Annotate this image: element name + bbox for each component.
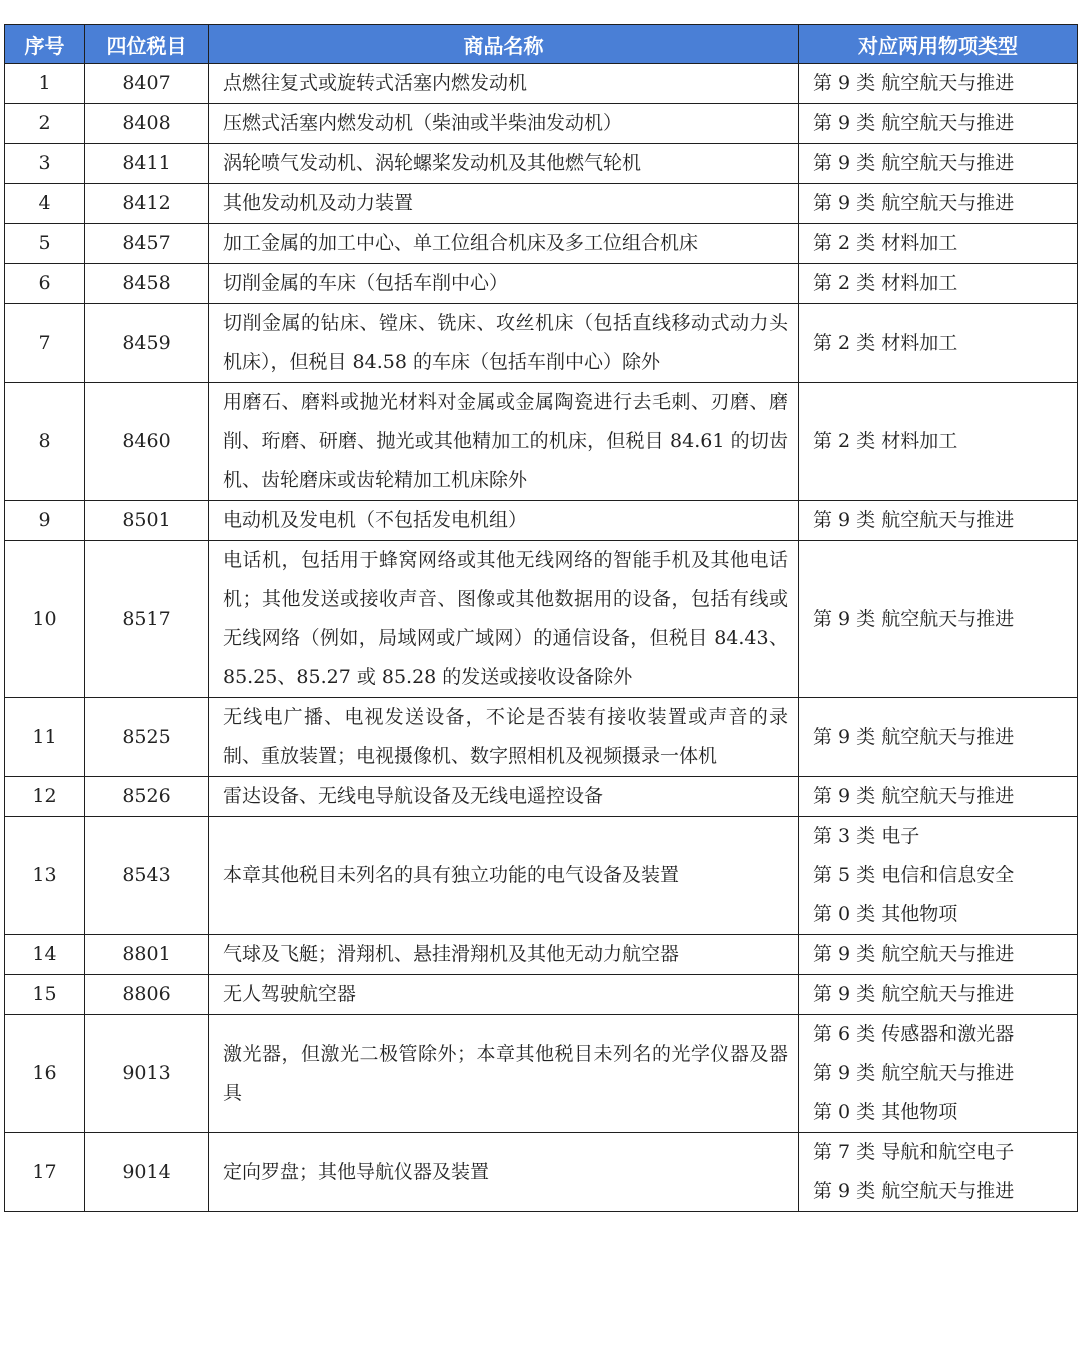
cell-code: 9014 — [85, 1133, 209, 1212]
type-entry: 第 9 类 航空航天与推进 — [813, 1180, 1015, 1202]
cell-code: 8408 — [85, 104, 209, 144]
cell-code: 8543 — [85, 817, 209, 935]
cell-type — [799, 383, 1078, 501]
type-entry: 第 9 类 航空航天与推进 — [813, 983, 1015, 1005]
cell-name: 激光器，但激光二极管除外；本章其他税目未列名的光学仪器及器具 — [209, 1015, 799, 1133]
cell-index: 12 — [5, 777, 85, 817]
cell-index: 3 — [5, 144, 85, 184]
cell-index: 16 — [5, 1015, 85, 1133]
dual-use-items-table — [4, 24, 1078, 1212]
cell-index: 10 — [5, 541, 85, 698]
table-header-row — [5, 25, 1078, 64]
cell-name: 雷达设备、无线电导航设备及无线电遥控设备 — [209, 777, 799, 817]
cell-name: 涡轮喷气发动机、涡轮螺桨发动机及其他燃气轮机 — [209, 144, 799, 184]
cell-name: 压燃式活塞内燃发动机（柴油或半柴油发动机） — [209, 104, 799, 144]
cell-code: 8457 — [85, 224, 209, 264]
cell-code: 8411 — [85, 144, 209, 184]
cell-name: 其他发动机及动力装置 — [209, 184, 799, 224]
cell-index: 1 — [5, 64, 85, 104]
cell-type — [799, 817, 1078, 935]
table-row — [5, 224, 1078, 264]
cell-index: 4 — [5, 184, 85, 224]
cell-name: 切削金属的车床（包括车削中心） — [209, 264, 799, 304]
type-entry: 第 2 类 材料加工 — [813, 430, 958, 452]
cell-index: 6 — [5, 264, 85, 304]
table-row — [5, 975, 1078, 1015]
table-row — [5, 184, 1078, 224]
cell-name: 无人驾驶航空器 — [209, 975, 799, 1015]
cell-index: 2 — [5, 104, 85, 144]
cell-type — [799, 144, 1078, 184]
cell-name: 点燃往复式或旋转式活塞内燃发动机 — [209, 64, 799, 104]
cell-type — [799, 1015, 1078, 1133]
cell-type — [799, 264, 1078, 304]
cell-type — [799, 975, 1078, 1015]
cell-code: 8801 — [85, 935, 209, 975]
type-entry: 第 2 类 材料加工 — [813, 232, 958, 254]
cell-index: 11 — [5, 698, 85, 777]
table-row — [5, 264, 1078, 304]
table-row — [5, 777, 1078, 817]
table-row — [5, 541, 1078, 698]
type-entry: 第 9 类 航空航天与推进 — [813, 192, 1015, 214]
cell-name: 用磨石、磨料或抛光材料对金属或金属陶瓷进行去毛刺、刃磨、磨削、珩磨、研磨、抛光或其他精加工的机床，但税目 84.61 的切齿机、齿轮磨床或齿轮精加工机床除外 — [209, 383, 799, 501]
type-entry: 第 6 类 传感器和激光器 — [813, 1023, 1015, 1045]
cell-name: 定向罗盘；其他导航仪器及装置 — [209, 1133, 799, 1212]
table-row — [5, 304, 1078, 383]
cell-type — [799, 184, 1078, 224]
type-entry: 第 9 类 航空航天与推进 — [813, 943, 1015, 965]
cell-index: 5 — [5, 224, 85, 264]
table-row — [5, 935, 1078, 975]
cell-type — [799, 1133, 1078, 1212]
table-body — [5, 64, 1078, 1212]
cell-code: 8517 — [85, 541, 209, 698]
type-entry: 第 9 类 航空航天与推进 — [813, 725, 1015, 748]
type-entry: 第 9 类 航空航天与推进 — [813, 1062, 1015, 1084]
type-entry: 第 9 类 航空航天与推进 — [813, 785, 1015, 807]
cell-code: 8501 — [85, 501, 209, 541]
cell-index: 13 — [5, 817, 85, 935]
cell-type — [799, 64, 1078, 104]
cell-type — [799, 304, 1078, 383]
cell-type — [799, 777, 1078, 817]
cell-type — [799, 698, 1078, 777]
cell-type — [799, 224, 1078, 264]
cell-code: 8459 — [85, 304, 209, 383]
cell-name: 加工金属的加工中心、单工位组合机床及多工位组合机床 — [209, 224, 799, 264]
table-row — [5, 698, 1078, 777]
cell-index: 17 — [5, 1133, 85, 1212]
cell-type — [799, 501, 1078, 541]
cell-type — [799, 104, 1078, 144]
cell-type — [799, 935, 1078, 975]
cell-name: 气球及飞艇；滑翔机、悬挂滑翔机及其他无动力航空器 — [209, 935, 799, 975]
type-entry: 第 9 类 航空航天与推进 — [813, 509, 1015, 531]
cell-name: 电动机及发电机（不包括发电机组） — [209, 501, 799, 541]
cell-code: 8460 — [85, 383, 209, 501]
cell-index: 8 — [5, 383, 85, 501]
header-name: 商品名称 — [209, 25, 799, 64]
type-entry: 第 0 类 其他物项 — [813, 1101, 958, 1123]
cell-name: 无线电广播、电视发送设备，不论是否装有接收装置或声音的录制、重放装置；电视摄像机、数字照相机及视频摄录一体机 — [209, 698, 799, 777]
page — [4, 24, 1077, 1212]
header-index: 序号 — [5, 25, 85, 64]
header-code: 四位税目 — [85, 25, 209, 64]
cell-index: 9 — [5, 501, 85, 541]
type-entry: 第 0 类 其他物项 — [813, 903, 958, 925]
type-entry: 第 2 类 材料加工 — [813, 272, 958, 294]
cell-code: 8412 — [85, 184, 209, 224]
type-entry: 第 9 类 航空航天与推进 — [813, 112, 1015, 134]
table-row — [5, 383, 1078, 501]
cell-type — [799, 541, 1078, 698]
type-entry: 第 9 类 航空航天与推进 — [813, 607, 1015, 630]
cell-index: 7 — [5, 304, 85, 383]
cell-index: 15 — [5, 975, 85, 1015]
cell-code: 8407 — [85, 64, 209, 104]
cell-name: 切削金属的钻床、镗床、铣床、攻丝机床（包括直线移动式动力头机床），但税目 84.58 的车床（包括车削中心）除外 — [209, 304, 799, 383]
cell-code: 8806 — [85, 975, 209, 1015]
table-row — [5, 501, 1078, 541]
cell-name: 电话机，包括用于蜂窝网络或其他无线网络的智能手机及其他电话机；其他发送或接收声音、图像或其他数据用的设备，包括有线或无线网络（例如，局域网或广域网）的通信设备，但税目 84.43、85.25、85.27 或 85.28 的发送或接收设备除外 — [209, 541, 799, 698]
table-row — [5, 64, 1078, 104]
header-type: 对应两用物项类型 — [799, 25, 1078, 64]
type-entry: 第 2 类 材料加工 — [813, 331, 958, 354]
cell-index: 14 — [5, 935, 85, 975]
type-entry: 第 7 类 导航和航空电子 — [813, 1141, 1015, 1163]
table-row — [5, 1015, 1078, 1133]
table-row — [5, 1133, 1078, 1212]
cell-name: 本章其他税目未列名的具有独立功能的电气设备及装置 — [209, 817, 799, 935]
type-entry: 第 9 类 航空航天与推进 — [813, 152, 1015, 174]
cell-code: 9013 — [85, 1015, 209, 1133]
cell-code: 8526 — [85, 777, 209, 817]
cell-code: 8525 — [85, 698, 209, 777]
type-entry: 第 9 类 航空航天与推进 — [813, 72, 1015, 94]
type-entry: 第 3 类 电子 — [813, 825, 920, 847]
table-row — [5, 817, 1078, 935]
type-entry: 第 5 类 电信和信息安全 — [813, 864, 1015, 886]
table-row — [5, 104, 1078, 144]
cell-code: 8458 — [85, 264, 209, 304]
table-row — [5, 144, 1078, 184]
